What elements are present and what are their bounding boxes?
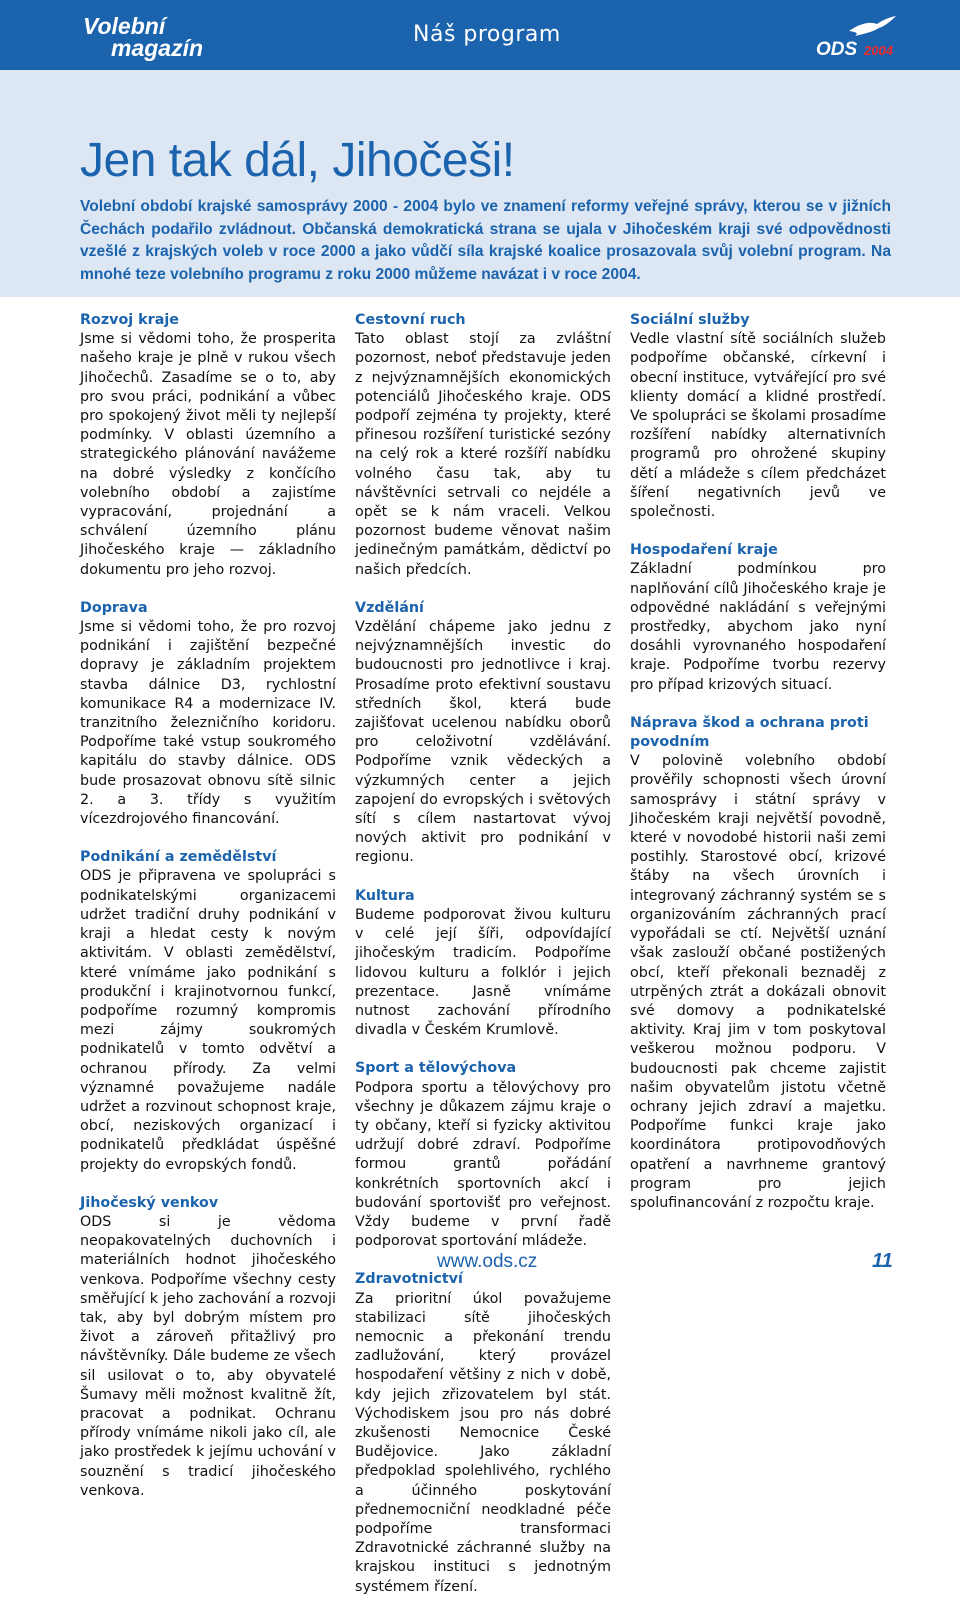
section-text: Vzdělání chápeme jako jednu z nejvýznamnějších investic do budoucnosti pro jednotlivce i kraj. Prosadíme proto efektivní soustavu středních škol, která bude zajišťovat ucelenou nabídku oborů pro celoživotní vzdělávání. Podpoříme vznik vědeckých a výzkumných center a jejich zapojení do evropských i světových sítí s cílem nastartovat vývoj nových aktivit pro podnikání v regionu. (355, 619, 611, 866)
section-title: Náš program (413, 22, 561, 47)
magazine-title-line2: magazín (111, 35, 204, 61)
section-text: ODS si je vědoma neopakovatelných duchovních i materiálních hodnot jihočeského venkova. Podpoříme všechny cesty směřující k jeho zachování a rozvoji tak, aby byl dobrým místem pro život a zároveň přitažlivý pro návštěvníky. Dále budeme ze všech sil usilovat o to, aby obyvatelé Šumavy měli možnost kvalitně žít, pracovat a podnikat. Ochranu přírody vnímáme nikoli jako cíl, ale jako prostředek k jejímu uchování v souznění s tradicí jihočeského venkova. (80, 1213, 336, 1499)
section-heading: Rozvoj kraje (80, 312, 179, 328)
section-text: Budeme podporovat živou kulturu v celé její šíři, odpovídající jihočeským tradicím. Podpoříme lidovou kulturu a folklór i jejich prezentace. Jasně vnímáme nutnost zachování přírodního divadla v Českém Krumlově. (355, 906, 611, 1039)
section-text: Jsme si vědomi toho, že pro rozvoj podnikání i zajištění bezpečné dopravy je základním projektem stavba dálnice D3, rychlostní komunikace R4 a modernizace IV. tranzitního železničního koridoru. Podpoříme také vstup soukromého kapitálu do stavby dálnice. ODS bude prosazovat obnovu sítě silnic 2. a 3. třídy s využitím vícezdrojového financování. (80, 619, 336, 828)
page-number: 11 (872, 1250, 893, 1272)
section-heading: Doprava (80, 599, 148, 616)
footer-url[interactable]: www.ods.cz (437, 1251, 538, 1272)
section-heading: Hospodaření kraje (630, 542, 778, 559)
section-text: Za prioritní úkol považujeme stabilizaci sítě jihočeských nemocnic a překonání trendu zadlužování, který provázel hospodaření většiny z nich v době, kdy jejich zřizovatelem byl stát. Východiskem jsou pro nás dobré zkušenosti Nemocnice České Budějovice. Jako základní předpoklad spolehlivého, rychlého a účinného poskytování přednemocniční neodkladné péče podpoříme transformaci Zdravotnické záchranné služby na krajskou instituci s jednotným systémem řízení. (355, 1290, 611, 1595)
section-heading: Vzdělání (355, 599, 424, 616)
magazine-title-line1: Volební (83, 13, 166, 39)
article-lead: Volební období krajské samosprávy 2000 - 2004 bylo ve znamení reformy veřejné správy, kterou se v jižních Čechách podařilo zvládnout. Občanská demokratická strana se ujala v Jihočeském kraji své odpovědnosti vzešlé z krajských voleb v roce 2000 a jako vůdčí síla krajské koalice prosazovala svůj volební program. Na mnohé teze volebního programu z roku 2000 můžeme navázat i v roce 2004. (80, 198, 891, 283)
section-heading: Cestovní ruch (355, 312, 466, 328)
column-2 (355, 311, 611, 1616)
section-text: Tato oblast stojí za zvláštní pozornost, neboť představuje jeden z nejvýznamnějších ekonomických potenciálů Jihočeského kraje. ODS podpoří zejména ty projekty, které přinesou rozšíření turistické sezóny na celý rok a které rozšíří nabídku volného času tak, aby tu návštěvníci setrvali co nejdéle a opět se k nám vraceli. Velkou pozornost budeme věnovat našim jedinečným památkám, dědictví po našich předcích. (355, 331, 611, 578)
ods-logo (812, 16, 904, 62)
section-text: Jsme si vědomi toho, že prosperita našeho kraje je plně v rukou všech Jihočechů. Zasadíme se o to, aby pro svou práci, podnikání a vůbec pro spokojený život měli ty nejlepší podmínky. V oblasti územního a strategického plánování navážeme na dobré výsledky z končícího volebního období a zajistíme vypracování, projednání a schválení územního plánu Jihočeského kraje — základního dokumentu pro jeho rozvoj. (80, 331, 336, 578)
section-heading: Kultura (355, 887, 415, 904)
section-text: Základní podmínkou pro naplňování cílů Jihočeského kraje je odpovědné nakládání s veřejnými prostředky, abychom jako nyní dosáhli vyrovnaného hospodaření kraje. Podpoříme tvorbu rezervy pro případ krizových situací. (630, 561, 886, 693)
section-heading: Zdravotnictví (355, 1271, 463, 1288)
section-text: Podpora sportu a tělovýchovy pro všechny je důkazem zájmu kraje o ty občany, kteří si fyzicky aktivitou udržují dobré zdraví. Podpoříme formou grantů pořádání konkrétních sportovních akcí i budování sportovišť pro veřejnost. Vždy budeme v první řadě podporovat sportování mládeže. (355, 1079, 611, 1250)
section-heading: Jihočeský venkov (80, 1194, 219, 1211)
column-3 (630, 311, 886, 1232)
section-text: ODS je připravena ve spolupráci s podnikatelskými organizacemi udržet tradiční druhy podnikání v kraji a hledat cesty k novým aktivitám. V oblasti zemědělství, které vnímáme jako podnikání s produkční i krajinotvornou funkcí, podpoříme rozumný kompromis mezi zájmy soukromých podnikatelů v tomto odvětví a ochranou přírody. Za velmi významné považujeme nadále udržet a rozvinout schopnost kraje, obcí, neziskových organizací i podnikatelů předkládat úspěšné projekty do evropských fondů. (80, 868, 336, 1173)
section-heading: Sociální služby (630, 312, 750, 328)
column-1 (80, 311, 336, 1520)
logo-text: ODS (816, 39, 858, 60)
section-heading: Sport a tělovýchova (355, 1060, 517, 1077)
section-heading: Podnikání a zemědělství (80, 849, 277, 866)
logo-year: 2004 (864, 43, 893, 58)
section-heading: Náprava škod a ochrana proti povodním (630, 714, 869, 751)
section-text: Vedle vlastní sítě sociálních služeb podpoříme občanské, církevní i obecní instituce, vytvářející pro své klienty domácí a klidné prostředí. Ve spolupráci se školami prosadíme rozšíření nabídky alternativních programů pro ohrožené skupiny dětí a mládeže s cílem předcházet šíření negativních jevů ve společnosti. (630, 331, 886, 521)
header-bar (0, 0, 960, 70)
article-headline: Jen tak dál, Jihočeši! (80, 134, 515, 187)
section-text: V polovině volebního období prověřily schopnosti všech úrovní samosprávy i státní správy v Jihočeském kraji největší povodně, které v novodobé historii naši zemi postihly. Starostové obcí, krizové štáby na všech úrovních i integrovaný záchranný systém se s organizováním záchranných prací vypořádali se ctí. Největší uznání však zaslouží občané postižených obcí, kteří překonali beznaděj z utrpěných ztrát a dokázali obnovit své domovy a podnikatelské aktivity. Kraj jim v tom poskytoval veškerou možnou podporu. V budoucnosti pak chceme zajistit našim obyvatelům jistotu včetně ochrany jejich zdraví a majetku. Podpoříme funkci kraje jako koordinátora protipovodňových opatření a navrhneme grantový program pro jejich spolufinancování z rozpočtu kraje. (630, 753, 886, 1211)
bird-icon (847, 16, 897, 40)
